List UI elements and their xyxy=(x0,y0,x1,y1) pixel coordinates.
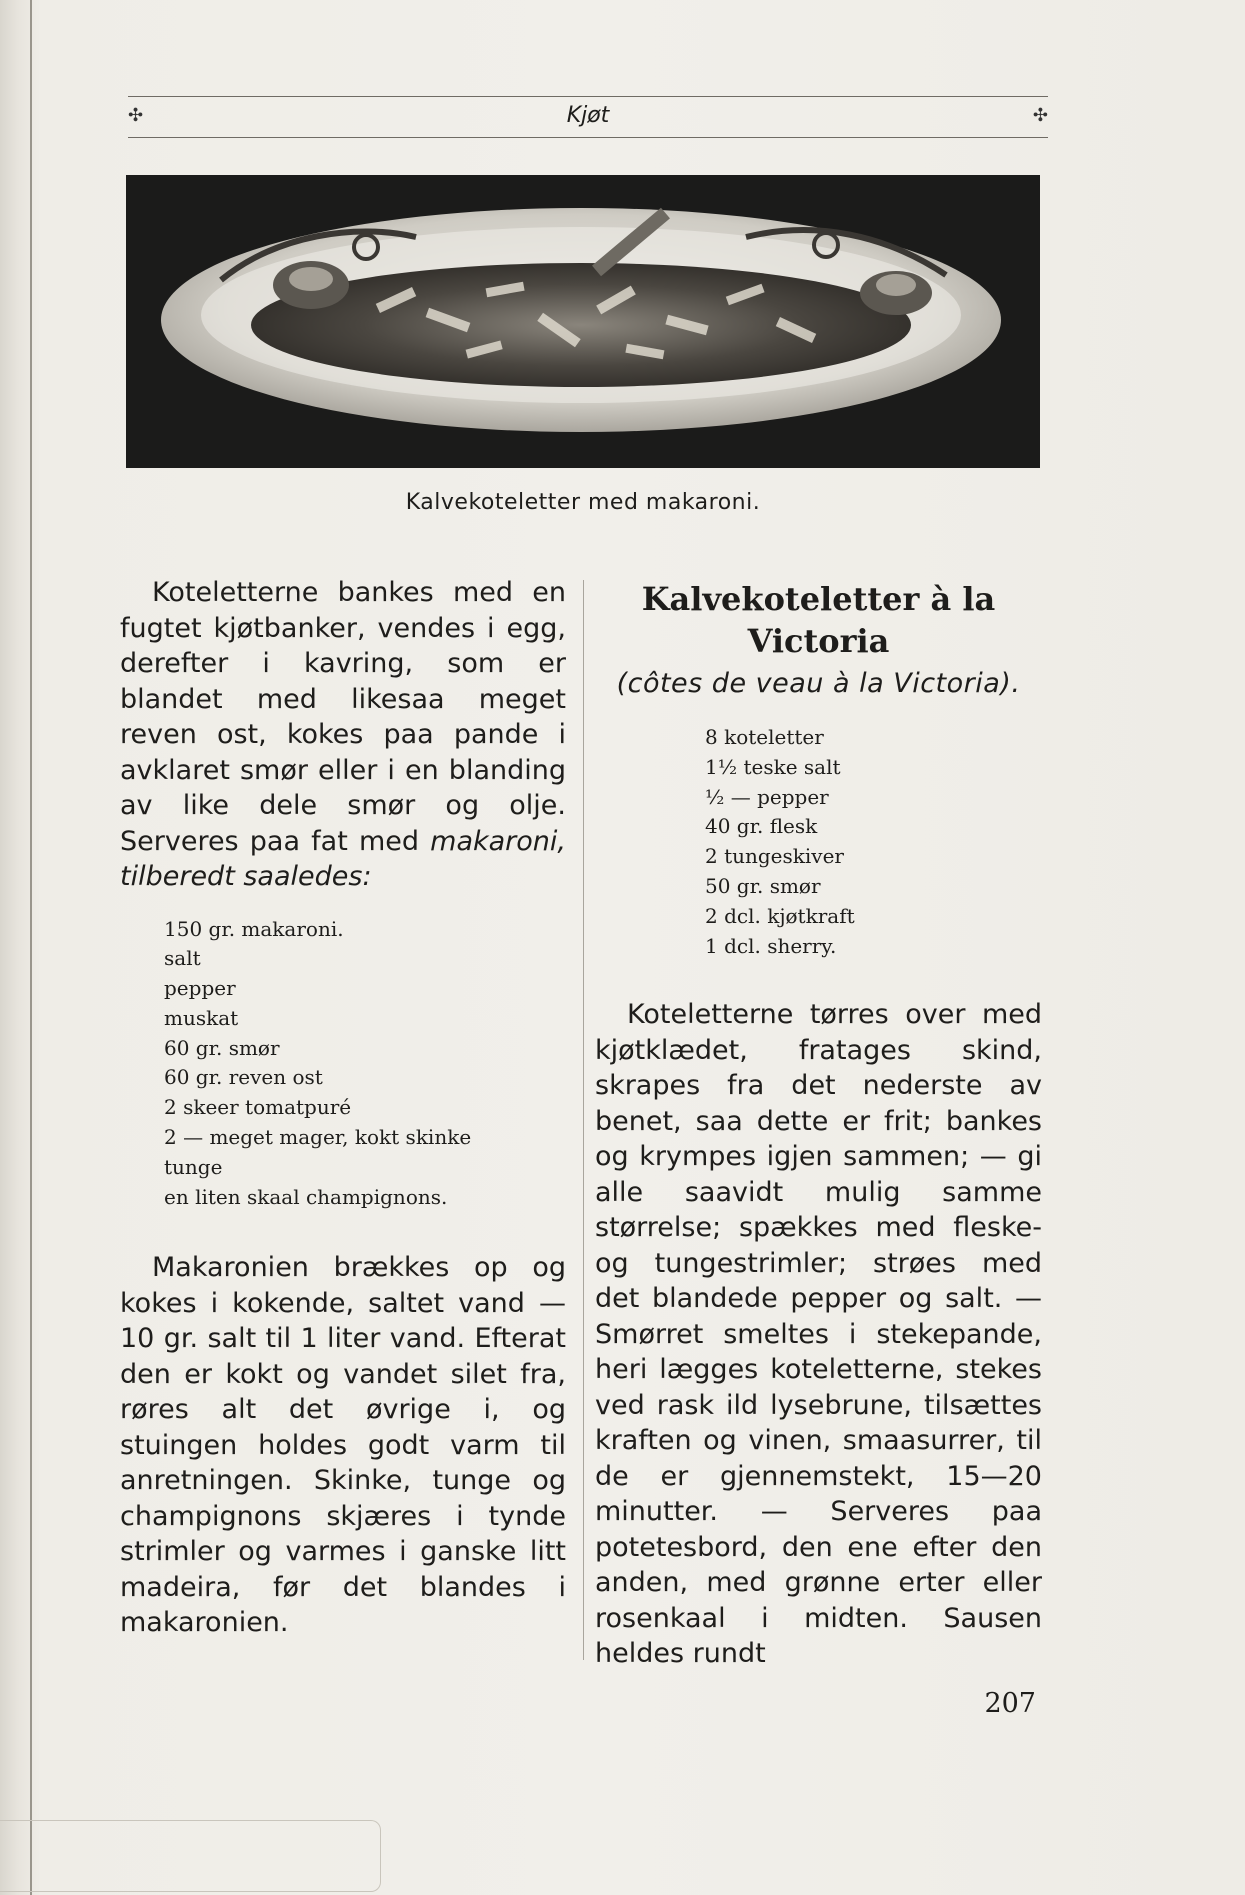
list-item: 1½ teske salt xyxy=(705,754,841,779)
list-item: 60 gr. reven ost xyxy=(164,1065,323,1090)
intro-paragraph xyxy=(120,575,566,895)
list-item: 1 dcl. sherry. xyxy=(705,933,837,958)
dish-photo xyxy=(126,175,1040,468)
list-item: 2 tungeskiver xyxy=(705,844,844,869)
victoria-ingredient-list xyxy=(705,723,1042,961)
list-item: muskat xyxy=(164,1005,239,1030)
list-item: salt xyxy=(164,946,201,971)
right-column xyxy=(595,578,1042,1672)
photo-caption: Kalvekoteletter med makaroni. xyxy=(405,490,761,515)
page-tab-outline xyxy=(0,1820,381,1892)
list-item: 50 gr. smør xyxy=(705,873,821,898)
list-item: ½ — pepper xyxy=(705,784,829,809)
list-item: en liten skaal champignons. xyxy=(164,1184,448,1209)
victoria-method-paragraph: Koteletterne tørres over med kjøtklædet, fratages skind, skrapes fra det nederste av benet, saa dette er frit; bankes og krympes igjen sammen; — gi alle saavidt mulig samme størrelse; spækkes med fleske- og tungestrimler; strøes med det blandede pepper og salt. — Smørret smeltes i stekepande, heri lægges koteletterne, stekes ved rask ild lysebrune, tilsættes kraften og vinen, smaasurrer, til de er gjennemstekt, 15—20 minutter. — Serveres paa potetesbord, den ene efter den anden, med grønne erter eller rosenkaal i midten. Sausen heldes rundt xyxy=(595,999,1042,1670)
recipe-subtitle: (côtes de veau à la Victoria). xyxy=(616,668,1021,699)
recipe-title: Kalvekoteletter à la Victoria xyxy=(641,580,996,660)
intro-text: Koteletterne bankes med en fugtet kjøtbanker, vendes i egg, derefter i kavring, som er blandet med likesaa meget reven ost, kokes paa pande i avklaret smør eller i en blanding av like dele smør og olje. Serveres paa fat med xyxy=(120,577,566,857)
list-item: 2 dcl. kjøtkraft xyxy=(705,903,855,928)
makaroni-method-paragraph: Makaronien brækkes op og kokes i kokende, saltet vand — 10 gr. salt til 1 liter vand. Efterat den er kokt og vandet silet fra, røres alt det øvrige i, og stuingen holdes godt varm til anretningen. Skinke, tunge og champignons skjæres i tynde strimler og varmes i ganske litt madeira, før det blandes i makaronien. xyxy=(120,1252,566,1639)
book-spine xyxy=(30,0,32,1895)
intro-italic-text: makaroni, tilberedt saaledes: xyxy=(120,825,566,892)
list-item: 8 koteletter xyxy=(705,725,824,749)
ornament-left-icon: ✣ xyxy=(128,105,144,126)
ornament-right-icon: ✣ xyxy=(1032,105,1048,126)
makaroni-ingredient-list xyxy=(164,915,566,1213)
list-item: 40 gr. flesk xyxy=(705,814,818,839)
list-item: tunge xyxy=(164,1154,223,1179)
header-title: Kjøt xyxy=(566,103,610,128)
left-column xyxy=(120,575,566,1641)
running-header xyxy=(128,96,1048,138)
page-number: 207 xyxy=(984,1688,1036,1719)
column-divider xyxy=(583,580,584,1660)
list-item: 60 gr. smør xyxy=(164,1035,280,1060)
list-item: 2 skeer tomatpuré xyxy=(164,1095,352,1120)
list-item: pepper xyxy=(164,976,236,1001)
list-item: 150 gr. makaroni. xyxy=(164,916,344,941)
list-item: 2 — meget mager, kokt skinke xyxy=(164,1125,472,1150)
